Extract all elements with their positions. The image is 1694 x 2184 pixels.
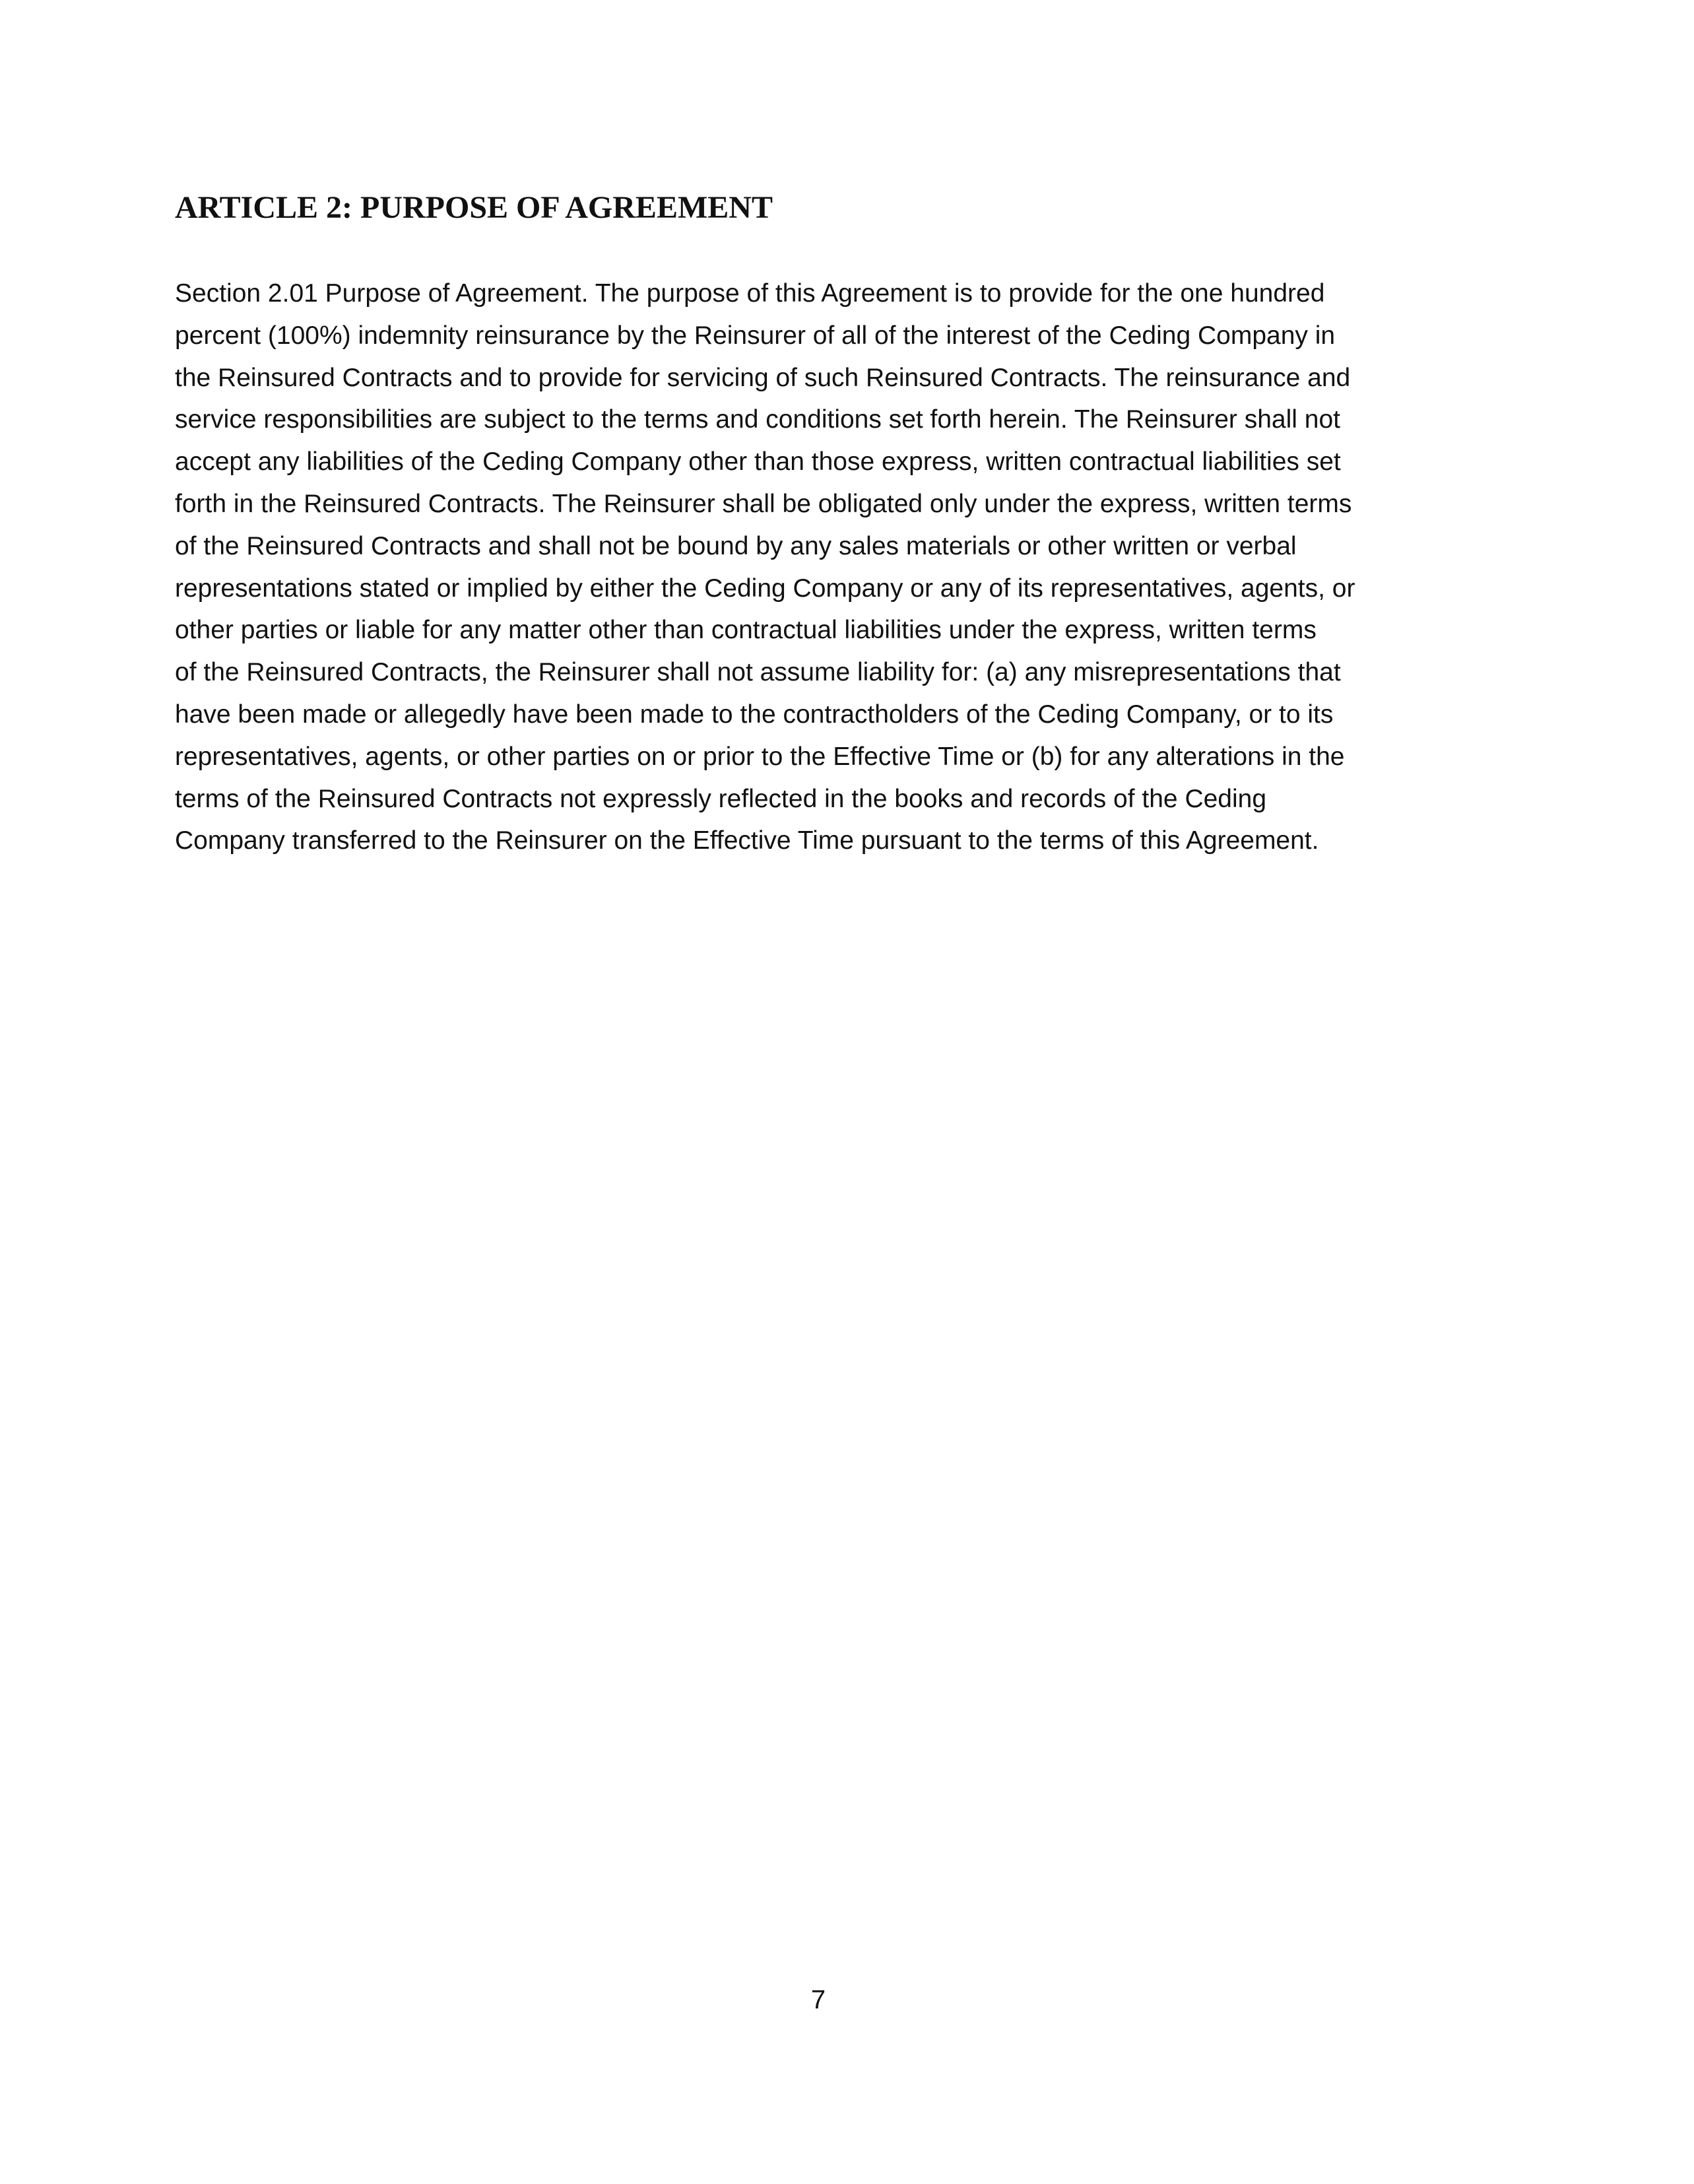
paragraph-line: representatives, agents, or other parties on or prior to the Effective Time or (b) for any alterations in the (175, 742, 1345, 771)
paragraph-line: terms of the Reinsured Contracts not expressly reflected in the books and records of the Ceding (175, 784, 1267, 813)
paragraph-line: percent (100%) indemnity reinsurance by the Reinsurer of all of the interest of the Ceding Company in (175, 321, 1336, 350)
paragraph-line: of the Reinsured Contracts, the Reinsurer shall not assume liability for: (a) any misrepresentations that (175, 658, 1341, 687)
paragraph-line: Company transferred to the Reinsurer on the Effective Time pursuant to the terms of this Agreement. (175, 826, 1319, 855)
page-number: 7 (810, 1985, 826, 2014)
paragraph-line: Section 2.01 Purpose of Agreement. The purpose of this Agreement is to provide for the one hundred (175, 279, 1325, 308)
paragraph-line: of the Reinsured Contracts and shall not be bound by any sales materials or other written or verbal (175, 531, 1297, 560)
paragraph-line: other parties or liable for any matter other than contractual liabilities under the express, written terms (175, 616, 1317, 645)
section-paragraph (175, 273, 1495, 862)
paragraph-line: forth in the Reinsured Contracts. The Reinsurer shall be obligated only under the express, written terms (175, 489, 1352, 518)
paragraph-line: representations stated or implied by either the Ceding Company or any of its representatives, agents, or (175, 574, 1355, 603)
paragraph-line: service responsibilities are subject to the terms and conditions set forth herein. The Reinsurer shall not (175, 405, 1341, 434)
paragraph-line: accept any liabilities of the Ceding Company other than those express, written contractual liabilities set (175, 447, 1341, 477)
paragraph-line: the Reinsured Contracts and to provide for servicing of such Reinsured Contracts. The reinsurance and (175, 363, 1351, 392)
article-heading: ARTICLE 2: PURPOSE OF AGREEMENT (175, 190, 773, 225)
paragraph-line: have been made or allegedly have been made to the contractholders of the Ceding Company, or to its (175, 700, 1334, 729)
